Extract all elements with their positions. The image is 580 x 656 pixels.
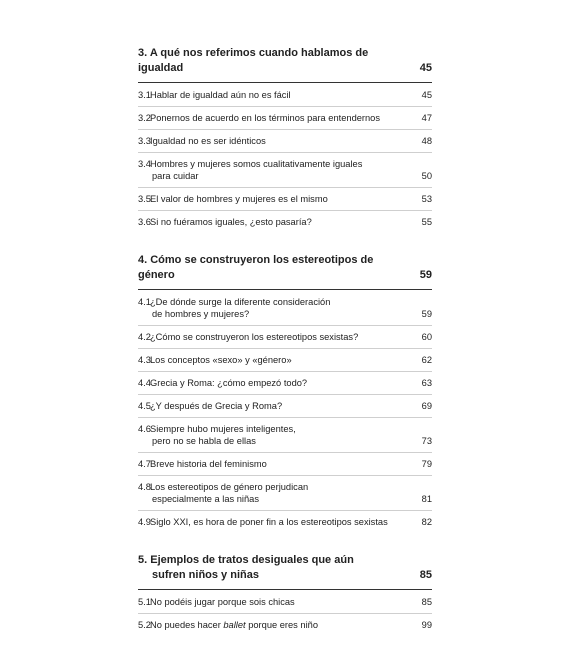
entry-title: No podéis jugar porque sois chicas [150,597,295,607]
toc-entry[interactable] [138,458,432,476]
entry-page-number: 59 [421,309,432,319]
toc-entry[interactable] [138,216,432,233]
entry-number: 4.1 [138,297,151,307]
entry-number: 4.2 [138,332,151,342]
toc-entry[interactable] [138,619,432,636]
table-of-contents [138,46,432,656]
chapter-heading [138,553,432,590]
entry-number: 4.5 [138,401,151,411]
toc-entry[interactable] [138,158,432,188]
toc-entry[interactable] [138,377,432,395]
entry-page-number: 62 [421,355,432,365]
entry-page-number: 63 [421,378,432,388]
chapter-page-number: 45 [419,62,432,74]
entry-page-number: 73 [421,436,432,446]
entry-number: 5.1 [138,597,151,607]
entry-page-number: 81 [421,494,432,504]
chapter-page-number: 59 [419,269,432,281]
entry-title: Los conceptos «sexo» y «género» [150,355,292,365]
entry-title-line2: especialmente a las niñas [152,494,259,504]
entry-number: 4.8 [138,482,151,492]
entry-title-line2: pero no se habla de ellas [152,436,256,446]
toc-entry[interactable] [138,481,432,511]
entry-number: 5.2 [138,620,151,630]
chapter-title-line2: sufren niños y niñas [152,569,259,581]
chapter-title: 3. A qué nos referimos cuando hablamos de igualdad [138,47,369,74]
chapter-page-number: 85 [419,569,432,581]
toc-entry[interactable] [138,89,432,107]
entry-number: 3.2 [138,113,151,123]
entry-title-line2: de hombres y mujeres? [152,309,250,319]
toc-entry[interactable] [138,354,432,372]
entry-title: El valor de hombres y mujeres es el mismo [150,194,328,204]
entry-title: Ponernos de acuerdo en los términos para entendernos [150,113,380,123]
entry-page-number: 85 [421,597,432,607]
entry-page-number: 47 [421,113,432,123]
entry-number: 3.3 [138,136,151,146]
toc-entry[interactable] [138,400,432,418]
toc-entry[interactable] [138,296,432,326]
chapter-title: 4. Cómo se construyeron los estereotipos de género [138,254,374,281]
entry-title: Siempre hubo mujeres inteligentes, [150,424,296,434]
entry-title: Grecia y Roma: ¿cómo empezó todo? [150,378,308,388]
entry-page-number: 55 [421,217,432,227]
entry-page-number: 99 [421,620,432,630]
entry-number: 3.1 [138,90,151,100]
toc-entry[interactable] [138,112,432,130]
toc-entry[interactable] [138,135,432,153]
toc-entry[interactable] [138,423,432,453]
entry-number: 4.9 [138,517,151,527]
entry-page-number: 48 [421,136,432,146]
entry-number: 3.5 [138,194,151,204]
entry-number: 4.4 [138,378,151,388]
toc-entry[interactable] [138,331,432,349]
entry-title: Si no fuéramos iguales, ¿esto pasaría? [150,217,312,227]
entry-title: ¿Cómo se construyeron los estereotipos sexistas? [150,332,359,342]
entry-title: Igualdad no es ser idénticos [150,136,266,146]
chapter-section [138,253,432,533]
entry-title: No puedes hacer ballet porque eres niño [150,620,318,630]
toc-entry[interactable] [138,193,432,211]
toc-entry[interactable] [138,596,432,614]
entry-page-number: 60 [421,332,432,342]
entry-number: 3.6 [138,217,151,227]
entry-title: Hablar de igualdad aún no es fácil [150,90,291,100]
entry-page-number: 45 [421,90,432,100]
entry-number: 4.7 [138,459,151,469]
entry-title: Breve historia del feminismo [150,459,267,469]
entry-page-number: 53 [421,194,432,204]
chapter-heading [138,253,432,290]
entry-title: ¿De dónde surge la diferente consideración [150,297,331,307]
entry-page-number: 79 [421,459,432,469]
entry-title: Hombres y mujeres somos cualitativamente iguales [150,159,363,169]
entry-title: Siglo XXI, es hora de poner fin a los estereotipos sexistas [150,517,388,527]
chapter-heading [138,46,432,83]
entry-page-number: 50 [421,171,432,181]
entry-title-line2: para cuidar [152,171,199,181]
entry-number: 4.3 [138,355,151,365]
chapter-section [138,46,432,233]
entry-number: 3.4 [138,159,151,169]
entry-page-number: 82 [421,517,432,527]
entry-page-number: 69 [421,401,432,411]
entry-number: 4.6 [138,424,151,434]
entry-title: Los estereotipos de género perjudican [150,482,309,492]
toc-entry[interactable] [138,516,432,533]
chapter-section [138,553,432,636]
entry-title: ¿Y después de Grecia y Roma? [150,401,283,411]
chapter-title: 5. Ejemplos de tratos desiguales que aún [138,554,354,566]
